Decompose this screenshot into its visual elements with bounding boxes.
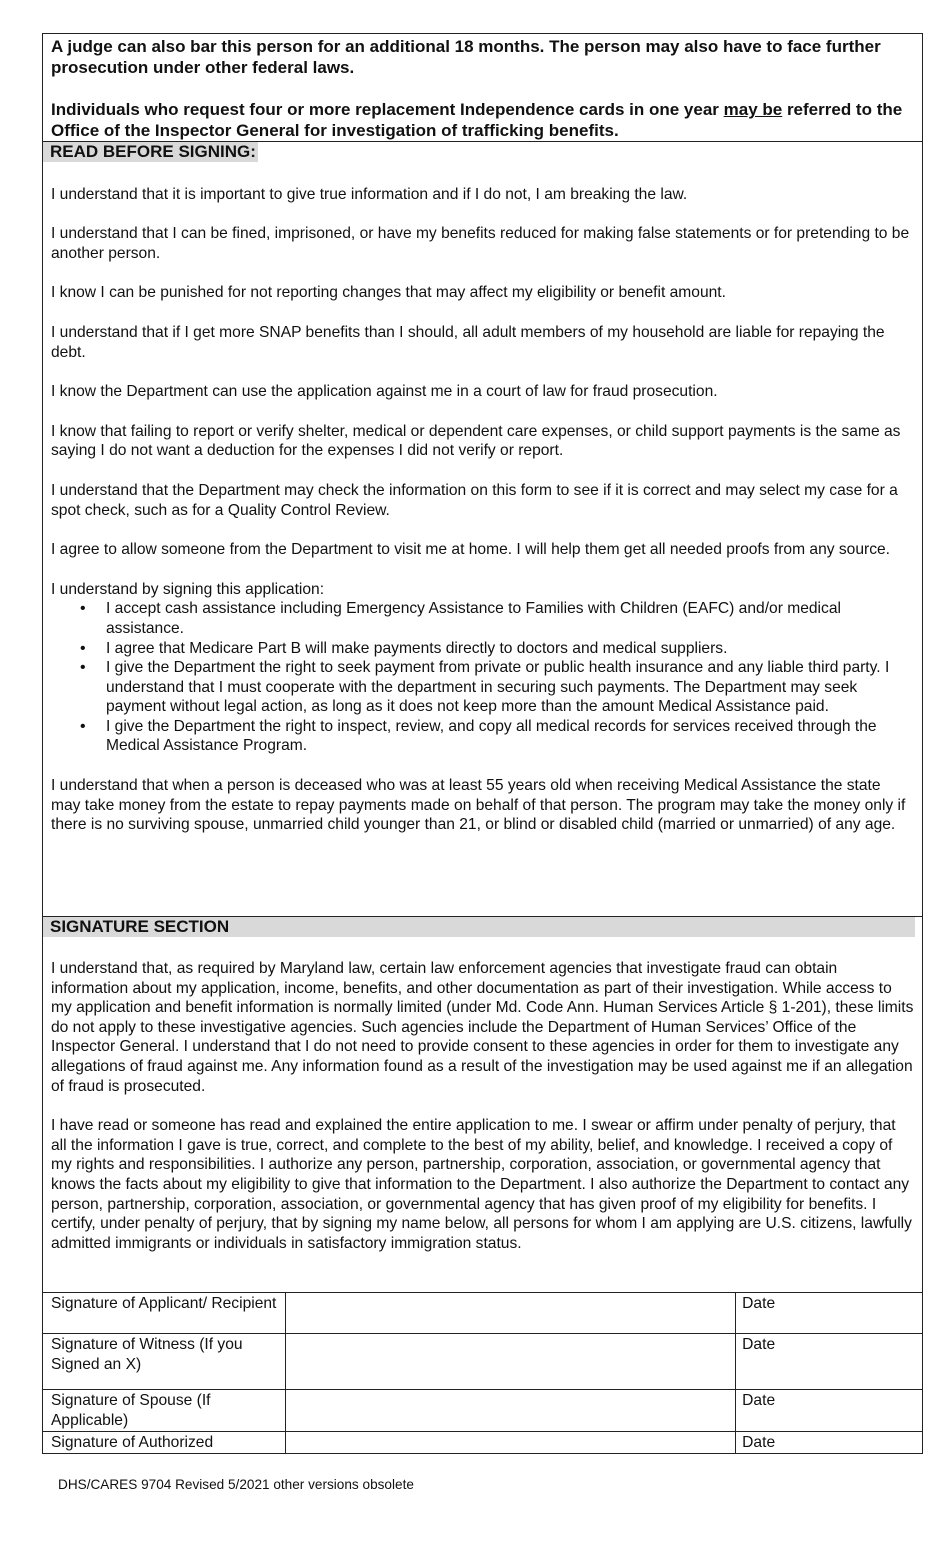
spouse-signature-field[interactable] bbox=[285, 1390, 735, 1432]
replacement-card-notice-end: referred to the Office of the Inspector General for investigation of trafficking benefits. bbox=[51, 100, 903, 140]
signing-intro: I understand by signing this application: bbox=[51, 580, 325, 598]
replacement-card-notice bbox=[43, 99, 922, 141]
statement-paragraph: I know the Department can use the application against me in a court of law for fraud prosecution. bbox=[51, 383, 718, 401]
replacement-card-notice-start: Individuals who request four or more replacement Independence cards in one year bbox=[51, 100, 724, 119]
authorized-signature-label: Signature of Authorized bbox=[43, 1432, 286, 1454]
applicant-date-field[interactable]: Date bbox=[736, 1293, 923, 1334]
witness-signature-field[interactable] bbox=[285, 1334, 735, 1390]
list-item: • I accept cash assistance including Emergency Assistance to Families with Children (EAFC) and/or medical assistance. bbox=[51, 599, 914, 638]
read-before-signing-body bbox=[43, 185, 922, 835]
statement-paragraph: I know that failing to report or verify shelter, medical or dependent care expenses, or child support payments is the same as saying I do not want a deduction for the expenses I did not verify or report. bbox=[51, 422, 901, 460]
signature-section-heading: SIGNATURE SECTION bbox=[43, 917, 915, 937]
spouse-date-field[interactable]: Date bbox=[736, 1390, 923, 1432]
spouse-signature-label: Signature of Spouse (If Applicable) bbox=[43, 1390, 286, 1432]
perjury-affirmation-paragraph: I have read or someone has read and explained the entire application to me. I swear or affirm under penalty of perjury, that all the information I gave is true, correct, and complete to the best of my ability, belief, and knowledge. I received a copy of my rights and responsibilities. I authorize any person, partnership, corporation, association, or governmental agency that knows the facts about my eligibility to give that information to the Department. I also authorize the Department to contact any person, partnership, corporation, association, or governmental agency that has given proof of my eligibility for benefits. I certify, under penalty of perjury, that by signing my name below, all persons for whom I am applying are U.S. citizens, lawfully admitted immigrants or individuals in satisfactory immigration status. bbox=[51, 1117, 912, 1252]
witness-date-field[interactable]: Date bbox=[736, 1334, 923, 1390]
statement-paragraph: I understand that I can be fined, imprisoned, or have my benefits reduced for making false statements or for pretending to be another person. bbox=[51, 225, 910, 262]
table-row bbox=[43, 1293, 923, 1334]
table-row bbox=[43, 1390, 923, 1432]
estate-recovery-paragraph: I understand that when a person is deceased who was at least 55 years old when receiving Medical Assistance the state may take money from the estate to repay payments made on behalf of that person. The program may take the money only if there is no surviving spouse, unmarried child younger than 21, or blind or disabled child (married or unmarried) of any age. bbox=[51, 777, 906, 834]
read-before-signing-heading: READ BEFORE SIGNING: bbox=[43, 142, 258, 162]
applicant-signature-label: Signature of Applicant/ Recipient bbox=[43, 1293, 286, 1334]
signing-conditions-list bbox=[51, 599, 914, 756]
witness-signature-label: Signature of Witness (If you Signed an X) bbox=[43, 1334, 286, 1390]
authorized-signature-field[interactable] bbox=[285, 1432, 735, 1454]
signature-table bbox=[42, 1292, 923, 1454]
statement-paragraph: I understand that if I get more SNAP benefits than I should, all adult members of my household are liable for repaying the debt. bbox=[51, 323, 885, 361]
may-be-emphasis: may be bbox=[723, 100, 783, 119]
list-item: • I agree that Medicare Part B will make payments directly to doctors and medical suppliers. bbox=[51, 639, 914, 659]
table-row bbox=[43, 1432, 923, 1454]
statement-paragraph: I know I can be punished for not reporting changes that may affect my eligibility or benefit amount. bbox=[51, 284, 726, 302]
statement-paragraph: I understand that it is important to give true information and if I do not, I am breaking the law. bbox=[51, 185, 688, 203]
fraud-notice-box bbox=[42, 33, 923, 142]
list-item: • I give the Department the right to inspect, review, and copy all medical records for services received through the Medical Assistance Program. bbox=[51, 717, 914, 756]
list-item: • I give the Department the right to seek payment from private or public health insurance and any liable third party. I understand that I must cooperate with the department in securing such payments. The Department may seek payment without legal action, as long as it does not keep more than the amount Medical Assistance paid. bbox=[51, 658, 914, 717]
fraud-notice-paragraph: A judge can also bar this person for an additional 18 months. The person may also have to face further prosecution under other federal laws. bbox=[51, 37, 881, 77]
signature-section bbox=[42, 916, 923, 1293]
form-footer: DHS/CARES 9704 Revised 5/2021 other versions obsolete bbox=[58, 1477, 414, 1492]
authorized-date-field[interactable]: Date bbox=[736, 1432, 923, 1454]
statement-paragraph: I agree to allow someone from the Department to visit me at home. I will help them get all needed proofs from any source. bbox=[51, 541, 891, 559]
table-row bbox=[43, 1334, 923, 1390]
statement-paragraph: I understand that the Department may check the information on this form to see if it is correct and may select my case for a spot check, such as for a Quality Control Review. bbox=[51, 481, 898, 519]
signature-section-body bbox=[43, 959, 922, 1253]
read-before-signing-section bbox=[42, 141, 923, 917]
applicant-signature-field[interactable] bbox=[285, 1293, 735, 1334]
law-enforcement-paragraph: I understand that, as required by Maryland law, certain law enforcement agencies that investigate fraud can obtain information about my application, income, benefits, and other documentation as part of their investigation. While access to my application and benefit information is normally limited (under Md. Code Ann. Human Services Article § 1-201), these limits do not apply to these investigative agencies. Such agencies include the Department of Human Services’ Office of the Inspector General. I understand that I do not need to provide consent to these agencies in order for them to investigate any allegations of fraud against me. Any information found as a result of the investigation may be used against me if an allegation of fraud is prosecuted. bbox=[51, 960, 914, 1095]
